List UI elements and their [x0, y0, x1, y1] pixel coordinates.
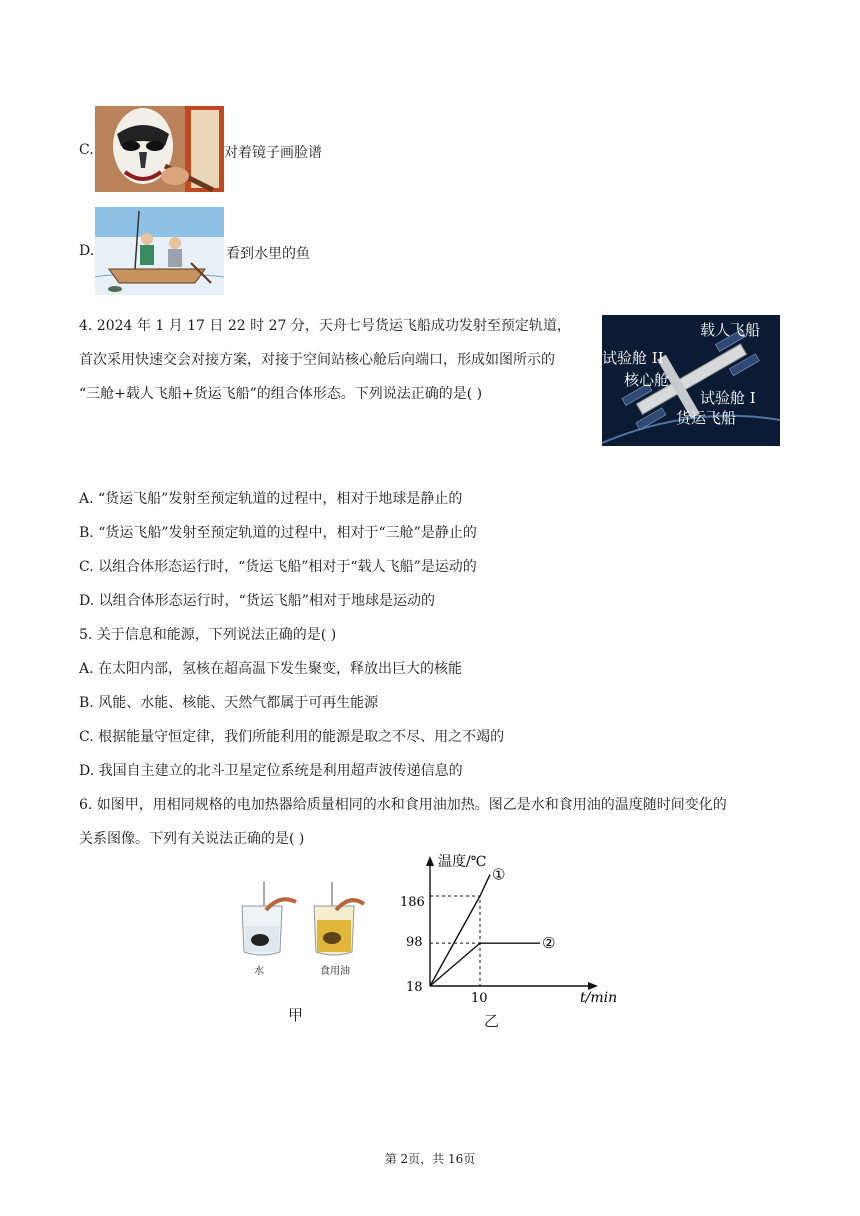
series-label-1: ①: [492, 865, 506, 884]
q4-option-d: D. 以组合体形态运行时，“货运飞船”相对于地球是运动的: [79, 593, 435, 609]
q6-stem-line-2: 关系图像。下列有关说法正确的是( ): [79, 831, 305, 847]
option-d-letter: D.: [79, 243, 95, 259]
temperature-time-graph: [398, 850, 623, 1035]
series-label-2: ②: [542, 934, 556, 953]
y-tick-98: 98: [406, 935, 423, 950]
x-axis-label: t/min: [580, 990, 618, 1006]
q5-option-d: D. 我国自主建立的北斗卫星定位系统是利用超声波传递信息的: [79, 763, 463, 779]
q5-option-b: B. 风能、水能、核能、天然气都属于可再生能源: [79, 695, 379, 711]
q5-option-c: C. 根据能量守恒定律，我们所能利用的能源是取之不尽、用之不竭的: [79, 729, 505, 745]
q4-option-c: C. 以组合体形态运行时，“货运飞船”相对于“载人飞船”是运动的: [79, 559, 477, 575]
page-footer: 第 2页，共 16页: [384, 1152, 476, 1166]
q4-stem-line-3: “三舱+载人飞船+货运飞船”的组合体形态。下列说法正确的是( ): [79, 386, 483, 402]
q5-option-a: A. 在太阳内部，氢核在超高温下发生聚变，释放出巨大的核能: [79, 661, 463, 677]
option-d-text: 看到水里的鱼: [226, 246, 310, 262]
label-lab-module-1: 试验舱 I: [700, 389, 756, 407]
q4-stem-line-2: 首次采用快速交会对接方案，对接于空间站核心舱后向端口，形成如图所示的: [79, 352, 555, 368]
water-label: 水: [254, 966, 264, 977]
figure-label-jia: 甲: [288, 1006, 304, 1024]
figure-label-yi: 乙: [484, 1012, 500, 1030]
q5-stem: 5. 关于信息和能源，下列说法正确的是( ): [79, 627, 337, 643]
opera-mask-mirror-image: [95, 106, 224, 192]
y-tick-18: 18: [406, 980, 423, 995]
label-cargo-ship: 货运飞船: [676, 409, 737, 427]
fishing-boat-image: [95, 207, 224, 295]
y-tick-186: 186: [400, 895, 425, 910]
q4-stem-line-1: 4. 2024 年 1 月 17 日 22 时 27 分，天舟七号货运飞船成功发射至预定轨道，: [79, 318, 571, 334]
y-axis-label: 温度/℃: [438, 854, 487, 870]
series-line-2: [430, 943, 540, 986]
label-core-module: 核心舱: [624, 371, 670, 389]
oil-label: 食用油: [320, 966, 350, 977]
option-c-letter: C.: [79, 142, 94, 158]
beakers-figure: [236, 880, 366, 990]
option-c-text: 对着镜子画脸谱: [224, 145, 322, 161]
space-station-image: [602, 315, 780, 446]
graph-svg: [398, 850, 623, 1035]
y-axis-arrow: [426, 856, 434, 866]
q4-option-b: B. “货运飞船”发射至预定轨道的过程中，相对于“三舱”是静止的: [79, 525, 477, 541]
x-tick-10: 10: [471, 991, 488, 1006]
q6-stem-line-1: 6. 如图甲，用相同规格的电加热器给质量相同的水和食用油加热。图乙是水和食用油的温度随时间变化的: [79, 797, 727, 813]
series-line-1: [430, 875, 490, 986]
q4-option-a: A. “货运飞船”发射至预定轨道的过程中，相对于地球是静止的: [79, 491, 463, 507]
label-crewed-ship: 载人飞船: [700, 321, 761, 339]
x-axis-arrow: [588, 982, 598, 990]
label-lab-module-2: 试验舱 II: [602, 349, 664, 367]
